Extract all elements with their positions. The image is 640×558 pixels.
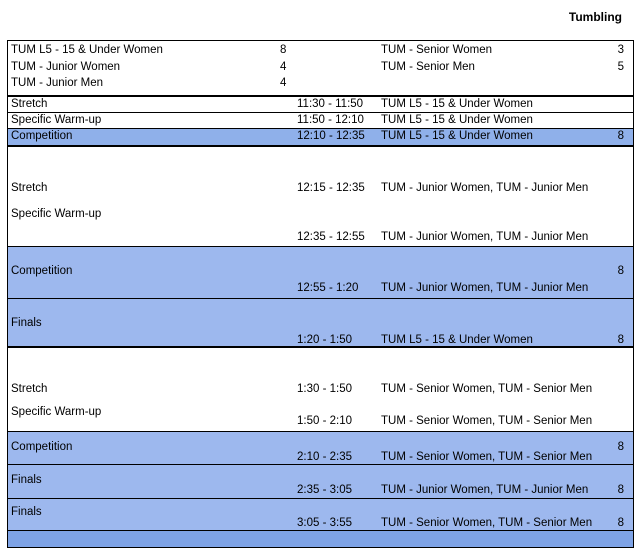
counts-row-2 — [8, 61, 633, 78]
activity-label: Stretch — [11, 383, 48, 395]
counts-row-1 — [8, 44, 633, 61]
group-label: TUM - Senior Women, TUM - Senior Men — [381, 415, 593, 427]
schedule-row-highlight — [8, 128, 633, 145]
count-name: TUM - Senior Men — [381, 61, 475, 73]
group-label: TUM - Junior Women, TUM - Junior Men — [381, 282, 589, 294]
group-label: TUM L5 - 15 & Under Women — [381, 114, 533, 126]
count-value: 8 — [617, 265, 624, 277]
activity-label: Finals — [11, 474, 42, 486]
group-label: TUM - Senior Women, TUM - Senior Men — [381, 517, 593, 529]
schedule-row — [8, 145, 633, 197]
count-value: 8 — [280, 44, 287, 56]
group-label: TUM L5 - 15 & Under Women — [381, 130, 533, 142]
activity-label: Competition — [11, 265, 73, 277]
activity-label: Stretch — [11, 182, 48, 194]
activity-label: Stretch — [11, 98, 48, 110]
activity-label: Finals — [11, 506, 42, 518]
activity-label: Specific Warm-up — [11, 208, 102, 220]
schedule-sheet — [7, 40, 634, 548]
group-label: TUM L5 - 15 & Under Women — [381, 334, 533, 346]
count-value: 8 — [617, 441, 624, 453]
time-range: 1:20 - 1:50 — [297, 334, 352, 346]
time-range: 12:55 - 1:20 — [297, 282, 359, 294]
footer-bar — [8, 530, 633, 547]
count-value: 4 — [280, 61, 287, 73]
count-value: 4 — [280, 77, 287, 89]
time-range: 12:15 - 12:35 — [297, 182, 365, 194]
count-value: 8 — [617, 334, 624, 346]
schedule-row-highlight — [8, 246, 633, 298]
time-range: 12:35 - 12:55 — [297, 231, 365, 243]
count-value: 8 — [617, 484, 624, 496]
count-name: TUM L5 - 15 & Under Women — [11, 44, 163, 56]
page-title: Tumbling — [568, 10, 622, 24]
count-value: 8 — [617, 517, 624, 529]
group-label: TUM - Junior Women, TUM - Junior Men — [381, 484, 589, 496]
time-range: 1:30 - 1:50 — [297, 383, 352, 395]
activity-label: Specific Warm-up — [11, 406, 102, 418]
schedule-row — [8, 346, 633, 397]
schedule-row — [8, 95, 633, 112]
count-value: 3 — [617, 44, 624, 56]
schedule-row-highlight — [8, 498, 633, 530]
group-label: TUM - Junior Women, TUM - Junior Men — [381, 182, 589, 194]
time-range: 2:10 - 2:35 — [297, 451, 352, 463]
count-name: TUM - Junior Men — [11, 77, 104, 89]
time-range: 1:50 - 2:10 — [297, 415, 352, 427]
count-value: 5 — [617, 61, 624, 73]
activity-label: Competition — [11, 130, 73, 142]
group-label: TUM - Junior Women, TUM - Junior Men — [381, 231, 589, 243]
time-range: 11:50 - 12:10 — [297, 114, 364, 126]
schedule-row-highlight — [8, 464, 633, 498]
counts-row-3 — [8, 77, 633, 94]
schedule-row — [8, 197, 633, 246]
count-value: 8 — [617, 130, 624, 142]
time-range: 2:35 - 3:05 — [297, 484, 352, 496]
schedule-row-highlight — [8, 298, 633, 346]
time-range: 12:10 - 12:35 — [297, 130, 365, 142]
activity-label: Competition — [11, 441, 73, 453]
group-label: TUM L5 - 15 & Under Women — [381, 98, 533, 110]
group-label: TUM - Senior Women, TUM - Senior Men — [381, 383, 593, 395]
activity-label: Specific Warm-up — [11, 114, 102, 126]
schedule-row — [8, 397, 633, 431]
time-range: 11:30 - 11:50 — [297, 98, 364, 110]
count-name: TUM - Senior Women — [381, 44, 492, 56]
time-range: 3:05 - 3:55 — [297, 517, 352, 529]
schedule-row — [8, 112, 633, 129]
count-name: TUM - Junior Women — [11, 61, 121, 73]
schedule-row-highlight — [8, 431, 633, 464]
group-label: TUM - Senior Women, TUM - Senior Men — [381, 451, 593, 463]
activity-label: Finals — [11, 317, 42, 329]
